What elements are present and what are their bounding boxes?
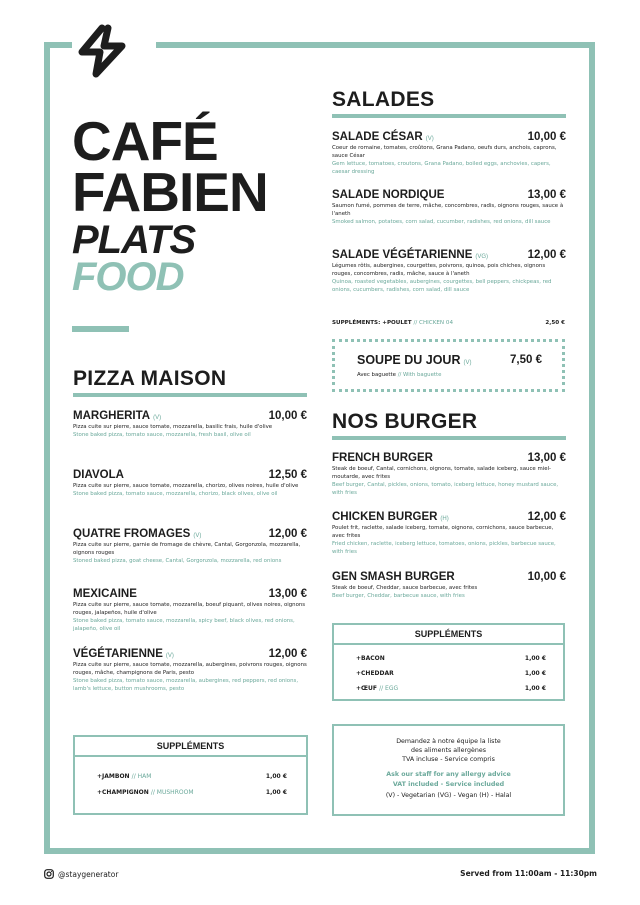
supplement-price: 1,00 €	[265, 789, 287, 796]
item-name: MARGHERITA (V)	[73, 410, 162, 422]
generator-logo-icon	[74, 22, 136, 84]
menu-item	[73, 648, 307, 693]
item-desc-en: Gem lettuce, tomatoes, croutons, Grana Padano, boiled eggs, anchovies, capers, caesar dressing	[332, 161, 551, 176]
item-desc-en: Quinoa, roasted vegetables, aubergines, courgettes, bell peppers, chickpeas, red onions, cucumbers, radishes, corn salad, dill sauce	[332, 279, 552, 294]
salades-section-rule	[332, 114, 566, 118]
allergy-fr-2: des aliments allergènes	[411, 747, 486, 755]
item-desc-fr: Pizza cuite sur pierre, sauce tomate, mozzarella, basilic frais, huile d'olive	[73, 424, 273, 430]
item-desc-fr: Saumon fumé, pommes de terre, mâche, concombres, radis, oignons rouges, sauce à l'aneth	[332, 203, 564, 218]
item-price: 12,00 €	[527, 249, 566, 261]
item-desc-fr: Pizza cuite sur pierre, sauce tomate, mozzarella, aubergines, poivrons rouges, oignons rouges, mâche, champignons de Paris, pesto	[73, 662, 307, 677]
supplement-line	[356, 685, 546, 692]
item-tag: (V)	[425, 136, 434, 142]
item-tag: (V)	[165, 653, 174, 659]
item-name: GEN SMASH BURGER	[332, 571, 455, 583]
menu-item	[73, 528, 307, 565]
supplement-price: 1,00 €	[524, 685, 546, 692]
item-name: SALADE NORDIQUE	[332, 189, 445, 201]
allergy-en-2: VAT included - Service included	[392, 780, 505, 788]
item-price: 12,50 €	[268, 469, 307, 481]
supplement-line	[356, 670, 546, 677]
supplement-price: 1,00 €	[524, 655, 546, 662]
item-name: MEXICAINE	[73, 588, 137, 600]
item-tag: (V)	[153, 415, 162, 421]
item-price: 12,00 €	[527, 511, 566, 523]
item-tag: (V)	[193, 533, 202, 539]
item-desc-fr: Steak de boeuf, Cantal, cornichons, oignons, tomate, salade iceberg, sauce miel-moutarde, avec frites	[332, 466, 551, 481]
salades-supplement-label: SUPPLÉMENTS: +POULET	[332, 320, 412, 326]
supplement-en: // EGG	[379, 685, 399, 692]
item-desc-en: Stone baked pizza, tomato sauce, mozzarella, aubergines, red peppers, red onions, lamb's lettuce, button mushrooms, pesto	[73, 678, 299, 693]
menu-item	[73, 469, 307, 498]
supplement-price: 1,00 €	[524, 670, 546, 677]
item-price: 13,00 €	[527, 189, 566, 201]
menu-item	[332, 571, 566, 600]
soupe-desc: Avec baguette // With baguette	[357, 372, 442, 378]
item-name: CHICKEN BURGER (H)	[332, 511, 449, 523]
served-hours: Served from 11:00am - 11:30pm	[460, 869, 597, 878]
brand-line-4: FOOD	[72, 255, 184, 300]
salades-supplement	[332, 320, 565, 326]
supplement-label: +JAMBON	[97, 773, 130, 780]
item-price: 12,00 €	[268, 528, 307, 540]
item-price: 10,00 €	[527, 571, 566, 583]
supplement-label: +CHEDDAR	[356, 670, 394, 677]
burger-section-title: NOS BURGER	[332, 410, 478, 433]
item-name: QUATRE FROMAGES (V)	[73, 528, 202, 540]
item-desc-fr: Pizza cuite sur pierre, sauce tomate, mozzarella, chorizo, olives noires, huile d'olive	[73, 483, 299, 489]
item-desc-en: Stone baked pizza, tomato sauce, mozzarella, chorizo, black olives, olive oil	[73, 491, 278, 498]
item-desc-en: Smoked salmon, potatoes, corn salad, cucumber, radishes, red onions, dill sauce	[332, 219, 551, 226]
allergy-en-1: Ask our staff for any allergy advice	[386, 771, 511, 779]
supplement-en: // HAM	[131, 773, 152, 780]
item-tag: (VG)	[475, 254, 489, 260]
allergy-fr-3: TVA incluse - Service compris	[402, 756, 495, 764]
instagram-handle-text: @staygenerator	[58, 869, 119, 879]
instagram-handle[interactable]	[44, 869, 118, 879]
brand-accent-bar	[72, 326, 129, 332]
pizza-supplements-box	[73, 735, 308, 815]
allergy-note	[332, 724, 565, 816]
supplement-price: 1,00 €	[265, 773, 287, 780]
item-name: VÉGÉTARIENNE (V)	[73, 648, 174, 660]
menu-item	[332, 131, 566, 176]
salades-supplement-en: // CHICKEN 04	[413, 320, 453, 326]
item-desc-en: Beef burger, Cheddar, barbecue sauce, with fries	[332, 593, 465, 600]
item-desc-fr: Pizza cuite sur pierre, sauce tomate, mozzarella, boeuf piquant, olives noires, oignons rouges, jalapeños, huile d'olive	[73, 602, 306, 617]
soupe-box	[332, 339, 565, 392]
item-desc-en: Stone baked pizza, tomato sauce, mozzarella, spicy beef, black olives, red onions, jalapeño, olive oil	[73, 618, 295, 633]
burger-supplements-title: SUPPLÉMENTS	[334, 625, 563, 645]
soupe-tag: (V)	[463, 360, 472, 366]
pizza-supplements-title: SUPPLÉMENTS	[75, 737, 306, 757]
menu-item	[332, 249, 566, 294]
burger-supplements-box	[332, 623, 565, 701]
menu-item	[73, 410, 307, 439]
item-desc-fr: Coeur de romaine, tomates, croûtons, Grana Padano, oeufs durs, anchois, caprons, sauce César	[332, 145, 557, 160]
menu-item	[332, 511, 566, 556]
instagram-icon	[44, 869, 54, 879]
soupe-title: SOUPE DU JOUR (V)	[357, 353, 472, 367]
item-name: SALADE CÉSAR (V)	[332, 131, 434, 143]
menu-item	[73, 588, 307, 633]
diet-legend: (V) - Vegetarian (VG) - Vegan (H) - Halal	[385, 791, 512, 799]
pizza-section-title: PIZZA MAISON	[73, 367, 227, 390]
brand-line-2: FABIEN	[72, 161, 268, 224]
item-desc-fr: Légumes rôtis, aubergines, courgettes, poivrons, quinoa, pois chiches, oignons rouges, concombres, radis, mâche, sauce à l'aneth	[332, 263, 546, 278]
supplement-line	[97, 789, 287, 796]
item-price: 13,00 €	[527, 452, 566, 464]
item-name: FRENCH BURGER	[332, 452, 433, 464]
supplement-label: +BACON	[356, 655, 385, 662]
item-name: SALADE VÉGÉTARIENNE (VG)	[332, 249, 489, 261]
pizza-section-rule	[73, 393, 307, 397]
item-desc-fr: Steak de boeuf, Cheddar, sauce barbecue, avec frites	[332, 585, 478, 591]
supplement-label: +ŒUF	[356, 685, 377, 692]
supplement-en: // MUSHROOM	[150, 789, 194, 796]
brand-line-1: CAFÉ	[72, 110, 218, 172]
item-price: 10,00 €	[268, 410, 307, 422]
item-price: 10,00 €	[527, 131, 566, 143]
item-desc-en: Stoned baked pizza, goat cheese, Cantal, Gorgonzola, mozzarella, red onions	[73, 558, 282, 565]
item-desc-fr: Poulet frit, raclette, salade iceberg, tomate, oignons, cornichons, sauce barbecue, avec frites	[332, 525, 554, 540]
supplement-label: +CHAMPIGNON	[97, 789, 149, 796]
brand-title	[72, 110, 268, 300]
item-price: 12,00 €	[268, 648, 307, 660]
supplement-line	[356, 655, 546, 662]
salades-supplement-price: 2,50 €	[545, 320, 565, 326]
salades-section-title: SALADES	[332, 88, 435, 111]
allergy-fr-1: Demandez à notre équipe la liste	[396, 738, 501, 745]
item-desc-en: Beef burger, Cantal, pickles, onions, tomato, iceberg lettuce, honey mustard sauce, with fries	[332, 482, 559, 497]
brand-line-3: PLATS	[72, 218, 196, 263]
burger-section-rule	[332, 436, 566, 440]
soupe-price: 7,50 €	[510, 354, 542, 366]
item-desc-fr: Pizza cuite sur pierre, garnie de fromage de chèvre, Cantal, Gorgonzola, mozzarella, oignons rouges	[73, 542, 301, 557]
item-desc-en: Fried chicken, raclette, iceberg lettuce, tomatoes, onions, pickles, barbecue sauce, with fries	[332, 541, 556, 556]
item-name: DIAVOLA	[73, 469, 124, 481]
menu-item	[332, 452, 566, 497]
supplement-line	[97, 773, 287, 780]
menu-item	[332, 189, 566, 226]
item-desc-en: Stone baked pizza, tomato sauce, mozzarella, fresh basil, olive oil	[73, 432, 251, 439]
item-price: 13,00 €	[268, 588, 307, 600]
item-tag: (H)	[440, 516, 449, 522]
